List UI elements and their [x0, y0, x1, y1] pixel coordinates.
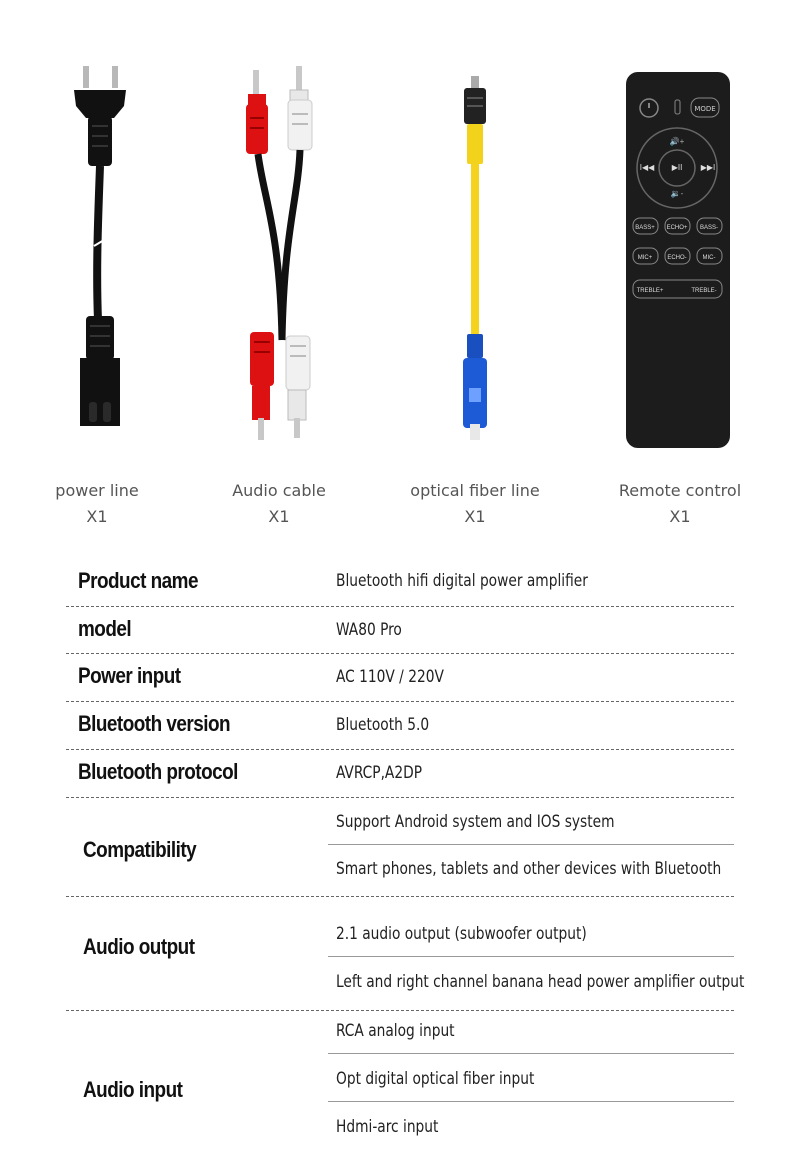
spec-row-power-input: [66, 653, 734, 702]
spec-row-bluetooth-protocol: [66, 749, 734, 798]
svg-text:▶▶I: ▶▶I: [700, 163, 716, 172]
svg-text:BASS-: BASS-: [699, 225, 719, 231]
spec-row-product-name: [66, 558, 734, 607]
spec-row-audio-input: [66, 1010, 734, 1160]
spec-value: Left and right channel banana head power amplifier output: [336, 972, 745, 992]
spec-value: AVRCP,A2DP: [336, 763, 423, 783]
accessory-label-power-line: [0, 478, 197, 531]
remote-mode-button: MODE: [694, 105, 716, 113]
accessory-remote-control: [580, 40, 780, 540]
spec-row-bluetooth-version: [66, 701, 734, 750]
accessories-section: [0, 0, 800, 540]
remote-control-icon: [580, 40, 780, 450]
spec-row-audio-output: [66, 896, 745, 1011]
spec-label: Audio output: [83, 934, 195, 959]
spec-value: Smart phones, tablets and other devices with Bluetooth: [336, 859, 722, 879]
accessory-power-line: [0, 40, 200, 540]
accessory-audio-cable: [180, 40, 380, 540]
spec-label: Compatibility: [83, 837, 197, 862]
accessory-label-audio-cable: [179, 478, 379, 531]
spec-sub-divider: [328, 1053, 734, 1054]
optical-fiber-icon: [375, 40, 575, 440]
spec-sub-divider: [328, 1101, 734, 1102]
spec-sub-divider: [328, 956, 734, 957]
accessory-qty: X1: [86, 507, 108, 527]
spec-label: Bluetooth protocol: [78, 759, 238, 784]
spec-label: Bluetooth version: [78, 711, 231, 736]
spec-row-compatibility: [66, 797, 734, 897]
spec-value: 2.1 audio output (subwoofer output): [336, 924, 587, 944]
svg-text:TREBLE-: TREBLE-: [691, 288, 717, 294]
spec-value: AC 110V / 220V: [336, 667, 444, 687]
spec-value: Bluetooth 5.0: [336, 715, 430, 735]
accessory-name: power line: [55, 481, 139, 500]
accessory-optical-fiber-line: [375, 40, 575, 540]
svg-text:TREBLE+: TREBLE+: [636, 288, 664, 294]
svg-text:MIC-: MIC-: [702, 255, 716, 261]
spec-value: RCA analog input: [336, 1021, 455, 1041]
svg-text:MIC+: MIC+: [637, 255, 653, 261]
spec-label: Power input: [78, 663, 181, 688]
accessory-qty: X1: [669, 507, 691, 527]
accessory-qty: X1: [464, 507, 486, 527]
accessory-name: optical fiber line: [410, 481, 540, 500]
accessory-label-optical-fiber-line: [375, 478, 575, 531]
spec-value: Opt digital optical fiber input: [336, 1069, 535, 1089]
accessory-name: Audio cable: [232, 481, 326, 500]
svg-text:I◀◀: I◀◀: [639, 163, 655, 172]
accessory-name: Remote control: [618, 481, 742, 500]
spec-value: WA80 Pro: [336, 620, 402, 640]
spec-value: Bluetooth hifi digital power amplifier: [336, 571, 588, 591]
rca-cable-icon: [180, 40, 380, 440]
svg-text:🔉-: 🔉-: [670, 189, 684, 198]
spec-label: model: [78, 616, 132, 641]
svg-text:BASS+: BASS+: [635, 225, 655, 231]
svg-text:▶II: ▶II: [671, 163, 683, 172]
accessory-label-remote-control: [580, 478, 780, 531]
spec-label: Product name: [78, 568, 198, 593]
spec-sub-divider: [328, 844, 734, 845]
spec-value: Support Android system and IOS system: [336, 812, 615, 832]
accessory-qty: X1: [268, 507, 290, 527]
svg-text:ECHO+: ECHO+: [666, 225, 688, 231]
spec-label: Audio input: [83, 1077, 183, 1102]
svg-text:🔊+: 🔊+: [669, 137, 685, 146]
spec-value: Hdmi-arc input: [336, 1117, 439, 1137]
spec-row-model: [66, 606, 734, 654]
power-plug-icon: [0, 40, 200, 440]
svg-text:ECHO-: ECHO-: [667, 255, 687, 261]
